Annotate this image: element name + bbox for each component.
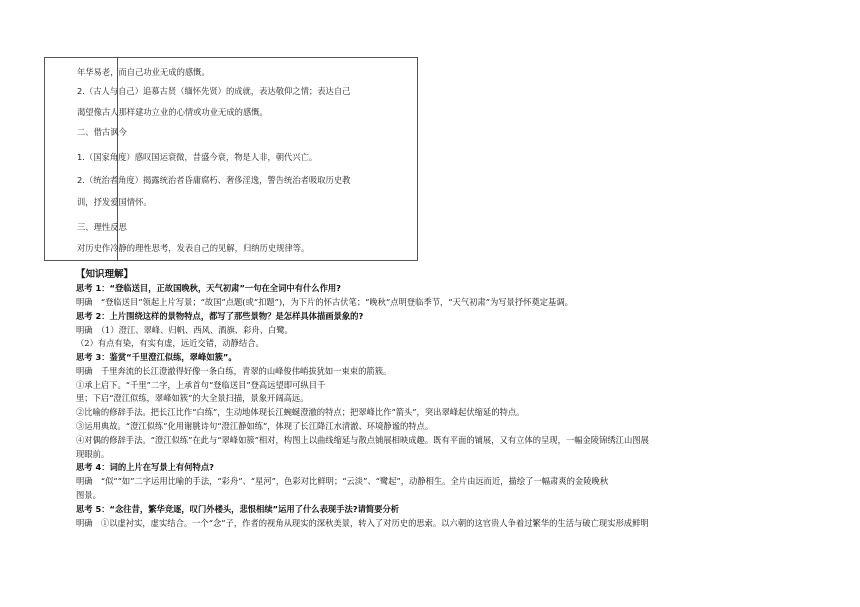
answer-line: 明确 千里奔流的长江澄澈得好像一条白练，青翠的山峰俊伟峭拔犹如一束束的箭簇。	[76, 366, 392, 376]
table-line: 1.（国家角度）感叹国运衰微，昔盛今衰，物是人非，朝代兴亡。	[77, 152, 318, 162]
table-line: 2.（古人与自己）追慕古贤（缅怀先贤）的成就，表达敬仰之情；表达自己	[77, 86, 351, 96]
answer-line: 明确 “似”“如”二字运用比喻的手法，“彩舟”、“星河”，色彩对比鲜明；“云淡”、“鹭起”，动静相生。全片由远而近，描绘了一幅肃爽的金陵晚秋	[76, 476, 609, 486]
table-line: 三、理性反思	[77, 222, 127, 232]
question-line: 思考 4：词的上片在写景上有何特点?	[76, 462, 214, 472]
question-line: 思考 2：上片围绕这样的景物特点，都写了那些景物？是怎样具体描画景象的?	[76, 311, 364, 321]
answer-line: 现眼前。	[76, 449, 110, 459]
table-line: 2.（统治者角度）揭露统治者昏庸腐朽、奢侈淫逸，警告统治者吸取历史教	[77, 175, 351, 185]
question-line: 思考 3：鉴赏“千里澄江似练，翠峰如簇”。	[76, 352, 237, 362]
table-line: 年华易老，而自己功业无成的感慨。	[77, 67, 210, 77]
answer-line: ②比喻的修辞手法。把长江比作“白练”，生动地体现长江蜿蜒澄澈的特点；把翠峰比作“箭头”，突出翠峰起伏缩延的特点。	[76, 407, 525, 417]
table-line: 渴望像古人那样建功立业的心情或功业无成的感慨。	[77, 107, 268, 117]
answer-line: 明确 ①以虚衬实，虚实结合。一个“念”子，作者的视角从现实的深秋美景，转入了对历史的思索。以六朝的这官贵人争着过繁华的生活与破亡现实形成鲜明	[76, 518, 649, 528]
table-line: 训，抒发爱国情怀。	[77, 197, 152, 207]
table-line: 对历史作冷静的理性思考，发表自己的见解，归纳历史规律等。	[77, 243, 310, 253]
answer-line: ④对偶的修辞手法。“澄江似练”在此与“翠峰如簇”相对，构图上以曲线缩延与散点铺展相映成趣。既有平面的铺展，又有立体的呈现，一幅金陵锦绣江山图展	[76, 435, 649, 445]
question-line: 思考 5：“念往昔，繁华竞逐，叹门外楼头，悲恨相续”运用了什么表现手法?请简要分析	[76, 504, 400, 514]
answer-line: ③运用典故。“澄江似练”化用谢朓诗句“澄江静如练”，体现了长江降江水清澈、环境静谧的特点。	[76, 421, 434, 431]
answer-line: 明确 “登临送目”领起上片写景；“故国”点题(或“扣题”)，为下片的怀古伏笔；“晚秋”点明登临季节，“天气初肃”为写景抒怀奠定基调。	[76, 297, 573, 307]
answer-line: （2）有点有染，有实有虚，远近交错，动静结合。	[76, 338, 264, 348]
question-line: 思考 1：“登临送目，正故国晚秋，天气初肃”一句在全词中有什么作用?	[76, 283, 341, 293]
answer-line: 明确 （1）澄江、翠峰、归帆、西风、酒旗、彩舟、白鹭。	[76, 325, 293, 335]
section-title: 【知识理解】	[76, 269, 134, 280]
answer-line: 里；下启“澄江似练，翠峰如簇”的大全景扫描，景象开阔高远。	[76, 393, 309, 403]
answer-line: 图景。	[76, 490, 101, 500]
answer-line: ①承上启下。“千里”二字，上承首句“登临送目”登高远望即可纵目千	[76, 380, 326, 390]
table-line: 二、借古讽今	[77, 127, 127, 137]
